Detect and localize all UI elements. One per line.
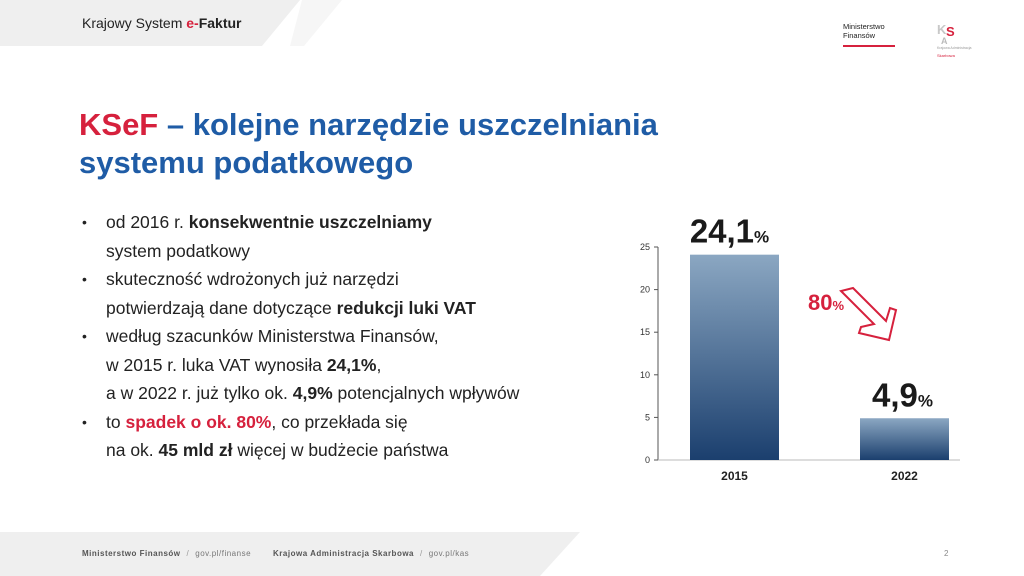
footer-mf-name: Ministerstwo Finansów xyxy=(82,549,181,558)
bullet-text: skuteczność wdrożonych już narzędzi xyxy=(106,269,399,289)
bullet-bold: 45 mld zł xyxy=(158,440,233,460)
bar-value-label: 4,9% xyxy=(872,376,933,414)
footer-separator: / xyxy=(420,549,423,558)
down-arrow-icon xyxy=(841,288,896,340)
bullet-item xyxy=(78,322,598,408)
bullet-text: potwierdzają dane dotyczące xyxy=(106,297,337,318)
footer-mf-link[interactable]: gov.pl/finanse xyxy=(195,549,252,558)
mf-logo-bar xyxy=(843,45,895,47)
x-category-label: 2022 xyxy=(891,469,918,483)
y-tick-label: 5 xyxy=(644,412,650,423)
svg-text:A: A xyxy=(941,36,948,46)
footer-kas-link[interactable]: gov.pl/kas xyxy=(428,549,470,558)
title-line1: – kolejne narzędzie uszczelniania xyxy=(158,107,658,142)
bullet-bold: konsekwentnie uszczelniamy xyxy=(188,212,432,232)
vat-gap-chart xyxy=(600,200,980,500)
bullet-bold: 24,1% xyxy=(326,354,377,375)
ministry-of-finance-logo xyxy=(843,22,897,47)
bullet-bold: 4,9% xyxy=(292,383,333,403)
bullet-text: , co przekłada się xyxy=(271,411,408,432)
app-title-e: e- xyxy=(186,15,199,31)
kas-logo-caption: Krajowa Administracja xyxy=(937,46,972,50)
y-tick-label: 20 xyxy=(639,284,650,295)
footer xyxy=(82,549,469,558)
svg-text:S: S xyxy=(946,24,955,39)
bar-2015 xyxy=(690,255,779,460)
y-tick-label: 25 xyxy=(639,242,650,252)
title-ksef: KSeF xyxy=(79,107,159,142)
app-title-faktur: Faktur xyxy=(198,15,242,31)
y-tick-label: 10 xyxy=(639,369,650,380)
x-category-label: 2015 xyxy=(721,469,748,483)
bullet-text: system podatkowy xyxy=(106,240,250,261)
bullet-text: potencjalnych wpływów xyxy=(332,383,520,403)
bullet-dot-icon: • xyxy=(82,328,87,344)
bar-2022 xyxy=(860,418,949,460)
bullet-text: , xyxy=(376,354,382,375)
header-accent-shape xyxy=(290,0,342,46)
footer-shape xyxy=(540,532,1024,576)
bullet-dot-icon: • xyxy=(82,214,87,230)
bullet-list xyxy=(78,208,598,465)
bullet-text: a w 2022 r. już tylko ok. xyxy=(106,383,293,403)
bullet-text: według szacunków Ministerstwa Finansów, xyxy=(106,326,439,346)
app-title-prefix: Krajowy System xyxy=(82,15,187,31)
page-title xyxy=(79,106,779,182)
bullet-highlight: spadek o ok. 80% xyxy=(125,411,272,432)
bullet-text: na ok. xyxy=(106,440,159,460)
bullet-text: w 2015 r. luka VAT wynosiła xyxy=(106,354,327,375)
bullet-text: od 2016 r. xyxy=(106,212,189,232)
bullet-text: więcej w budżecie państwa xyxy=(232,440,449,460)
y-tick-label: 0 xyxy=(644,455,650,465)
mf-logo-line1: Ministerstwo xyxy=(843,22,885,31)
bullet-item xyxy=(78,208,598,265)
decline-annotation: 80% xyxy=(808,290,845,315)
kas-logo-red-text: Skarbowa xyxy=(937,53,955,58)
y-tick-label: 15 xyxy=(639,327,650,338)
page-number: 2 xyxy=(944,549,949,558)
chart-svg xyxy=(600,200,980,500)
bullet-item xyxy=(78,408,598,465)
app-title xyxy=(82,15,242,31)
bullet-item xyxy=(78,265,598,322)
bullet-dot-icon: • xyxy=(82,413,87,430)
footer-separator: / xyxy=(186,549,190,558)
title-line2: systemu podatkowego xyxy=(79,145,414,180)
bullet-bold: redukcji luki VAT xyxy=(336,297,476,318)
svg-text:K: K xyxy=(937,22,947,37)
footer-kas-name: Krajowa Administracja Skarbowa xyxy=(273,549,414,558)
kas-emblem-icon xyxy=(935,20,965,46)
bullet-text: to xyxy=(106,411,126,432)
mf-logo-line2: Finansów xyxy=(843,31,876,40)
bar-value-label: 24,1% xyxy=(689,212,770,250)
kas-logo xyxy=(935,20,987,60)
bullet-dot-icon: • xyxy=(82,271,87,287)
